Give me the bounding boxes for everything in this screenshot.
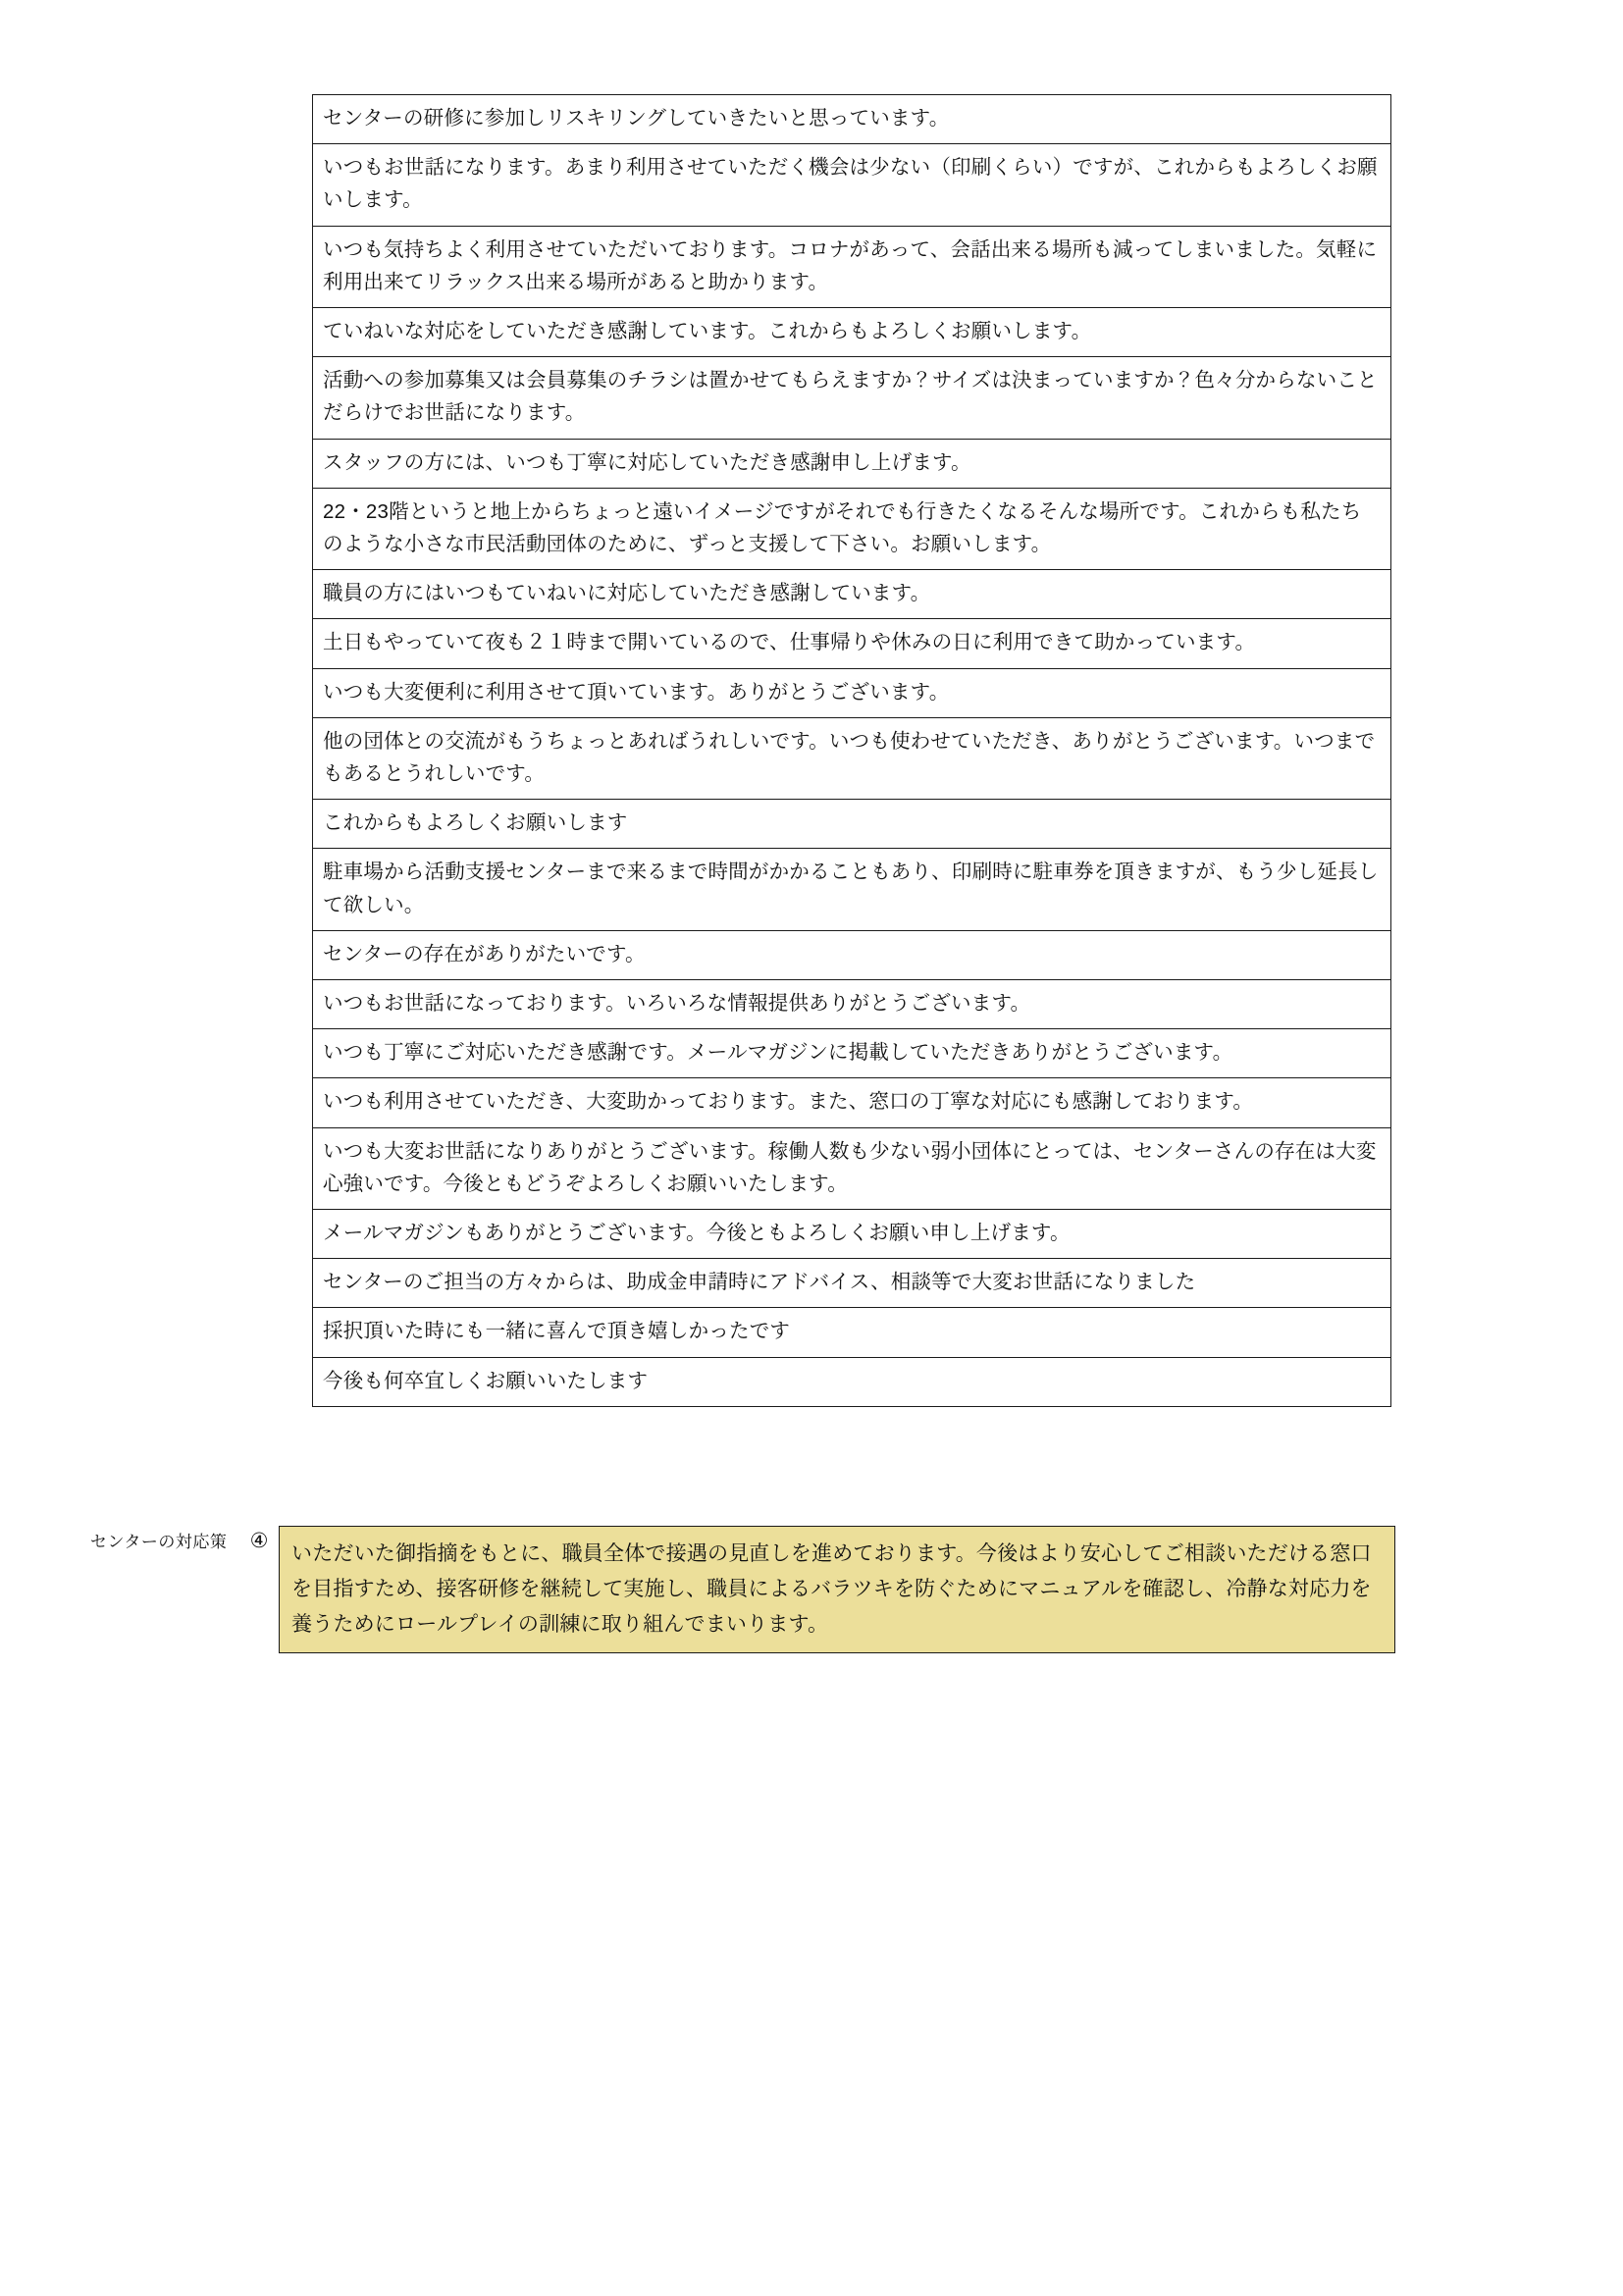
comment-text: いつも大変お世話になりありがとうございます。稼働人数も少ない弱小団体にとっては、センターさんの存在は大変心強いです。今後ともどうぞよろしくお願いいたします。 (323, 1139, 1377, 1195)
comment-text: 他の団体との交流がもうちょっとあればうれしいです。いつも使わせていただき、ありがとうございます。いつまでもあるとうれしいです。 (323, 729, 1376, 786)
comment-text: センターの存在がありがたいです。 (323, 942, 646, 965)
comment-cell (313, 849, 1391, 930)
table-row (313, 488, 1391, 569)
table-row (313, 619, 1391, 668)
comment-text: ていねいな対応をしていただき感謝しています。これからもよろしくお願いします。 (323, 320, 1092, 343)
table-row (313, 1259, 1391, 1308)
comment-text: 採択頂いた時にも一緒に喜んで頂き嬉しかったです (323, 1320, 791, 1343)
center-response-row (90, 1526, 1395, 1653)
comment-text: 土日もやっていて夜も２１時まで開いているので、仕事帰りや休みの日に利用できて助かっています。 (323, 631, 1256, 654)
center-response-label: センターの対応策 (90, 1533, 228, 1551)
comment-text: いつも丁寧にご対応いただき感謝です。メールマガジンに掲載していただきありがとうございます。 (323, 1041, 1233, 1065)
comment-text: いつもお世話になっております。いろいろな情報提供ありがとうございます。 (323, 992, 1031, 1016)
comment-cell (313, 980, 1391, 1029)
comment-text: いつも大変便利に利用させて頂いています。ありがとうございます。 (323, 680, 950, 704)
table-row (313, 226, 1391, 307)
comment-cell (313, 144, 1391, 226)
comment-cell (313, 357, 1391, 439)
table-row (313, 308, 1391, 357)
comment-cell (313, 619, 1391, 668)
comment-text: いつもお世話になります。あまり利用させていただく機会は少ない（印刷くらい）ですが、これからもよろしくお願いします。 (323, 156, 1378, 212)
comment-cell (313, 930, 1391, 979)
comment-cell (313, 1308, 1391, 1357)
table-row (313, 849, 1391, 930)
comment-cell (313, 1357, 1391, 1406)
table-row (313, 800, 1391, 849)
table-row (313, 357, 1391, 439)
center-response-number: ④ (249, 1530, 269, 1552)
table-row (313, 980, 1391, 1029)
comment-text: 活動への参加募集又は会員募集のチラシは置かせてもらえますか？サイズは決まっていますか？色々分からないことだらけでお世話になります。 (323, 369, 1378, 425)
comment-text: センターの研修に参加しリスキリングしていきたいと思っています。 (323, 107, 950, 130)
table-row (313, 95, 1391, 144)
center-response-block (90, 1526, 1395, 1653)
comment-text: これからもよろしくお願いします (323, 811, 628, 835)
comment-cell (313, 1078, 1391, 1127)
center-response-text: いただいた御指摘をもとに、職員全体で接遇の見直しを進めております。今後はより安心してご相談いただける窓口を目指すため、接客研修を継続して実施し、職員によるバラツキを防ぐためにマニュアルを確認し、冷静な対応力を養うためにロールプレイの訓練に取り組んでまいります。 (291, 1541, 1372, 1637)
table-row (313, 439, 1391, 488)
comment-cell (313, 570, 1391, 619)
comments-table-body (313, 95, 1391, 1407)
comment-cell (313, 488, 1391, 569)
comment-text: メールマガジンもありがとうございます。今後ともよろしくお願い申し上げます。 (323, 1222, 1071, 1245)
comment-text: 職員の方にはいつもていねいに対応していただき感謝しています。 (323, 582, 931, 605)
comment-cell (313, 1029, 1391, 1078)
table-row (313, 930, 1391, 979)
comment-cell (313, 1127, 1391, 1209)
comment-cell (313, 800, 1391, 849)
table-row (313, 668, 1391, 717)
table-row (313, 1357, 1391, 1406)
table-row (313, 1078, 1391, 1127)
comment-text: 駐車場から活動支援センターまで来るまで時間がかかることもあり、印刷時に駐車券を頂きますが、もう少し延長して欲しい。 (323, 861, 1379, 916)
table-row (313, 1127, 1391, 1209)
comment-cell (313, 439, 1391, 488)
comment-text: いつも気持ちよく利用させていただいております。コロナがあって、会話出来る場所も減ってしまいました。気軽に利用出来てリラックス出来る場所があると助かります。 (323, 237, 1378, 293)
table-row (313, 570, 1391, 619)
comment-cell (313, 95, 1391, 144)
comment-text: 今後も何卒宜しくお願いいたします (323, 1369, 649, 1392)
comment-text: いつも利用させていただき、大変助かっております。また、窓口の丁寧な対応にも感謝しております。 (323, 1090, 1254, 1114)
comment-text: センターのご担当の方々からは、助成金申請時にアドバイス、相談等で大変お世話になりました (323, 1271, 1196, 1294)
table-row (313, 1210, 1391, 1259)
table-row (313, 717, 1391, 799)
comment-cell (313, 308, 1391, 357)
table-row (313, 1308, 1391, 1357)
comment-cell (313, 1210, 1391, 1259)
comment-text: スタッフの方には、いつも丁寧に対応していただき感謝申し上げます。 (323, 450, 971, 474)
comment-cell (313, 717, 1391, 799)
center-response-box (279, 1526, 1395, 1653)
comment-text: 22・23階というと地上からちょっと遠いイメージですがそれでも行きたくなるそんな場所です。これからも私たちのような小さな市民活動団体のために、ずっと支援して下さい。お願いします。 (323, 499, 1362, 556)
table-row (313, 1029, 1391, 1078)
comment-cell (313, 1259, 1391, 1308)
table-row (313, 144, 1391, 226)
comments-table (312, 94, 1391, 1407)
comment-cell (313, 668, 1391, 717)
comment-cell (313, 226, 1391, 307)
